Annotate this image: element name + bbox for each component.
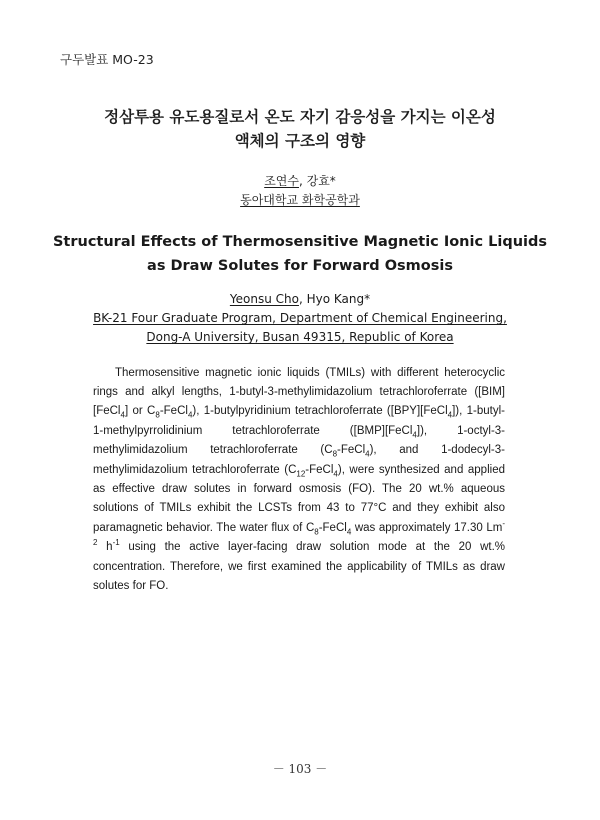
korean-presenting-author: 조연수 <box>264 174 299 188</box>
korean-title <box>0 105 600 153</box>
page-number: － 103 － <box>272 762 328 776</box>
english-title-line1: Structural Effects of Thermosensitive Magnetic Ionic Liquids <box>52 234 548 250</box>
english-affiliation: BK-21 Four Graduate Program, Department of Chemical Engineering, Dong-A University, Busan 49315, Republic of Korea <box>93 311 507 344</box>
korean-authors <box>0 172 600 191</box>
korean-affiliation: 동아대학교 화학공학과 <box>240 193 360 207</box>
korean-authors-block <box>0 172 600 210</box>
korean-title-line2: 액체의 구조의 영향 <box>234 132 366 150</box>
english-presenting-author: Yeonsu Cho <box>229 292 299 306</box>
abstract-paragraph: Thermosensitive magnetic ionic liquids (TMILs) with different heterocyclic rings and alkyl lengths, 1-butyl-3-methylimidazolium tetrachloroferrate ([BIM][FeCl$_4$] or $C_8-FeCl_4$), 1-butylpyridinium tetrachloroferrate ([BPY][FeCl$_4$]), 1-butyl-1-methylpyrrolidinium tetrachloroferrate ([BMP][FeCl$_4$]), 1-octyl-3-methylimidazolium tetrachloroferrate $(C_8-FeCl_4)$, and 1-dodecyl-3-methylimidazolium tetrachloroferrate $(C_{12}-FeCl_4)$, were synthesized and applied as effective draw solutes in forward osmosis (FO). The 20 wt.% aqueous solutions of TMILs exhibit the LCSTs from 43 to 77°C and they exhibit also paramagnetic behavior. The water flux of $C_8-FeCl_4$ was approximately 17.30 $Lm^{-2}$ $h^{-1}$ using the active layer-facing draw solution mode at the 20 wt.% concentration. Therefore, we first examined the applicability of TMILs as draw solutes for FO. <box>93 366 506 592</box>
english-authors <box>0 290 600 309</box>
english-authors-block <box>0 290 600 347</box>
english-title <box>0 230 600 278</box>
session-label: 구두발표 MO-23 <box>60 52 154 67</box>
korean-title-line1: 정삼투용 유도용질로서 온도 자기 감응성을 가지는 이온성 <box>104 108 496 126</box>
korean-coauthors: , 강효* <box>298 174 336 188</box>
english-title-line2: as Draw Solutes for Forward Osmosis <box>147 258 453 274</box>
english-coauthors: , Hyo Kang* <box>298 292 371 306</box>
